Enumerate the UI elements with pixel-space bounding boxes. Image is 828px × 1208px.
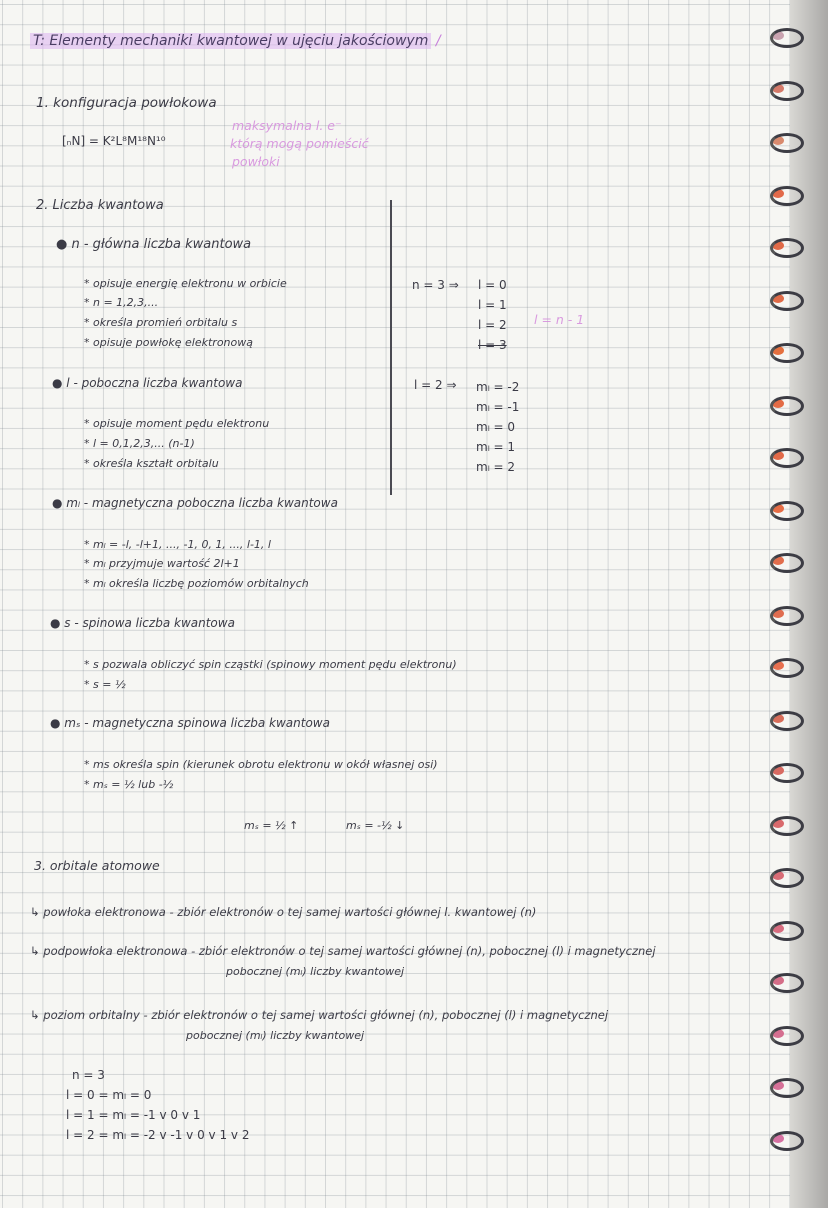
page-title: T: Elementy mechaniki kwantowej w ujęciu jakościowym / <box>30 34 441 49</box>
spiral-ring <box>770 921 804 941</box>
def-poziom-line1: ↳ poziom orbitalny - zbiór elektronów o tej samej wartości głównej (n), pobocznej (l) i magnetycznej <box>30 1008 609 1022</box>
note-line-2: którą mogą pomieścić <box>230 136 369 151</box>
ms-spin-up: mₛ = ½ ↑ <box>244 819 299 832</box>
spiral-ring <box>770 553 804 573</box>
ml-bullet-3: * mₗ określa liczbę poziomów orbitalnych <box>84 577 309 590</box>
l-value-0: l = 0 <box>478 278 507 292</box>
spiral-ring <box>770 238 804 258</box>
def-poziom-line2: pobocznej (mₗ) liczby kwantowej <box>186 1029 365 1042</box>
l-heading: ● l - poboczna liczba kwantowa <box>52 376 243 390</box>
spiral-ring <box>770 501 804 521</box>
ml-value-2: mₗ = 2 <box>476 460 515 474</box>
spiral-ring <box>770 973 804 993</box>
spiral-ring <box>770 711 804 731</box>
n-bullet-1: * opisuje energię elektronu w orbicie <box>84 277 287 290</box>
ml-bullet-1: * mₗ = -l, -l+1, ..., -1, 0, 1, ..., l-1, l <box>84 538 271 551</box>
ml-heading: ● mₗ - magnetyczna poboczna liczba kwantowa <box>52 496 338 510</box>
s-bullet-2: * s = ½ <box>84 678 126 691</box>
l-equals-2: l = 2 ⇒ <box>414 378 457 392</box>
note-line-1: maksymalna l. e⁻ <box>232 118 342 133</box>
ml-value-0: mₗ = 0 <box>476 420 515 434</box>
spiral-ring <box>770 606 804 626</box>
n-bullet-3: * określa promień orbitalu s <box>84 316 238 329</box>
n-heading: ● n - główna liczba kwantowa <box>56 237 252 252</box>
example-l1: l = 1 = mₗ = -1 v 0 v 1 <box>66 1108 201 1122</box>
example-n: n = 3 <box>72 1068 105 1082</box>
ms-bullet-1: * ms określa spin (kierunek obrotu elektronu w okół własnej osi) <box>84 758 438 771</box>
s-bullet-1: * s pozwala obliczyć spin cząstki (spinowy moment pędu elektronu) <box>84 658 457 671</box>
spiral-ring <box>770 81 804 101</box>
spiral-ring <box>770 658 804 678</box>
l-value-1: l = 1 <box>478 298 507 312</box>
l-bullet-2: * l = 0,1,2,3,... (n-1) <box>84 437 195 450</box>
spiral-ring <box>770 28 804 48</box>
spiral-ring <box>770 1131 804 1151</box>
def-podpowloka-line1: ↳ podpowłoka elektronowa - zbiór elektronów o tej samej wartości głównej (n), pobocznej (l) i magnetycznej <box>30 944 656 958</box>
spiral-ring <box>770 186 804 206</box>
spiral-ring <box>770 133 804 153</box>
def-powloka: ↳ powłoka elektronowa - zbiór elektronów o tej samej wartości głównej l. kwantowej (n) <box>30 905 537 919</box>
ml-bullet-2: * mₗ przyjmuje wartość 2l+1 <box>84 557 240 570</box>
spiral-ring <box>770 868 804 888</box>
ml-value-minus2: mₗ = -2 <box>476 380 520 394</box>
n-equals-3: n = 3 ⇒ <box>412 278 459 292</box>
shell-formula: [ₙN] = K²L⁸M¹⁸N¹⁰ <box>62 134 166 148</box>
l-bullet-1: * opisuje moment pędu elektronu <box>84 417 270 430</box>
spiral-ring <box>770 448 804 468</box>
example-l2: l = 2 = mₗ = -2 v -1 v 0 v 1 v 2 <box>66 1128 250 1142</box>
section-3-heading: 3. orbitale atomowe <box>34 858 160 873</box>
spiral-ring <box>770 291 804 311</box>
n-bullet-2: * n = 1,2,3,... <box>84 296 159 309</box>
spiral-ring <box>770 816 804 836</box>
def-podpowloka-line2: pobocznej (mₗ) liczby kwantowej <box>226 965 405 978</box>
l-value-2: l = 2 <box>478 318 507 332</box>
spiral-ring <box>770 343 804 363</box>
ms-heading: ● mₛ - magnetyczna spinowa liczba kwantowa <box>50 716 330 730</box>
n-bullet-4: * opisuje powłokę elektronową <box>84 336 253 349</box>
ml-value-1: mₗ = 1 <box>476 440 515 454</box>
ml-value-minus1: mₗ = -1 <box>476 400 520 414</box>
spiral-ring <box>770 1078 804 1098</box>
vertical-divider <box>390 200 392 495</box>
spiral-ring <box>770 763 804 783</box>
section-2-heading: 2. Liczba kwantowa <box>36 198 164 213</box>
section-1-heading: 1. konfiguracja powłokowa <box>36 95 217 111</box>
spiral-ring <box>770 1026 804 1046</box>
l-rule-note: l = n - 1 <box>534 312 585 327</box>
note-line-3: powłoki <box>232 154 280 169</box>
l-value-3-crossed: l = 3 <box>478 338 507 352</box>
s-heading: ● s - spinowa liczba kwantowa <box>50 616 235 630</box>
example-l0: l = 0 = mₗ = 0 <box>66 1088 152 1102</box>
spiral-ring <box>770 396 804 416</box>
ms-bullet-2: * mₛ = ½ lub -½ <box>84 778 174 791</box>
l-bullet-3: * określa kształt orbitalu <box>84 457 219 470</box>
ms-spin-down: mₛ = -½ ↓ <box>346 819 405 832</box>
